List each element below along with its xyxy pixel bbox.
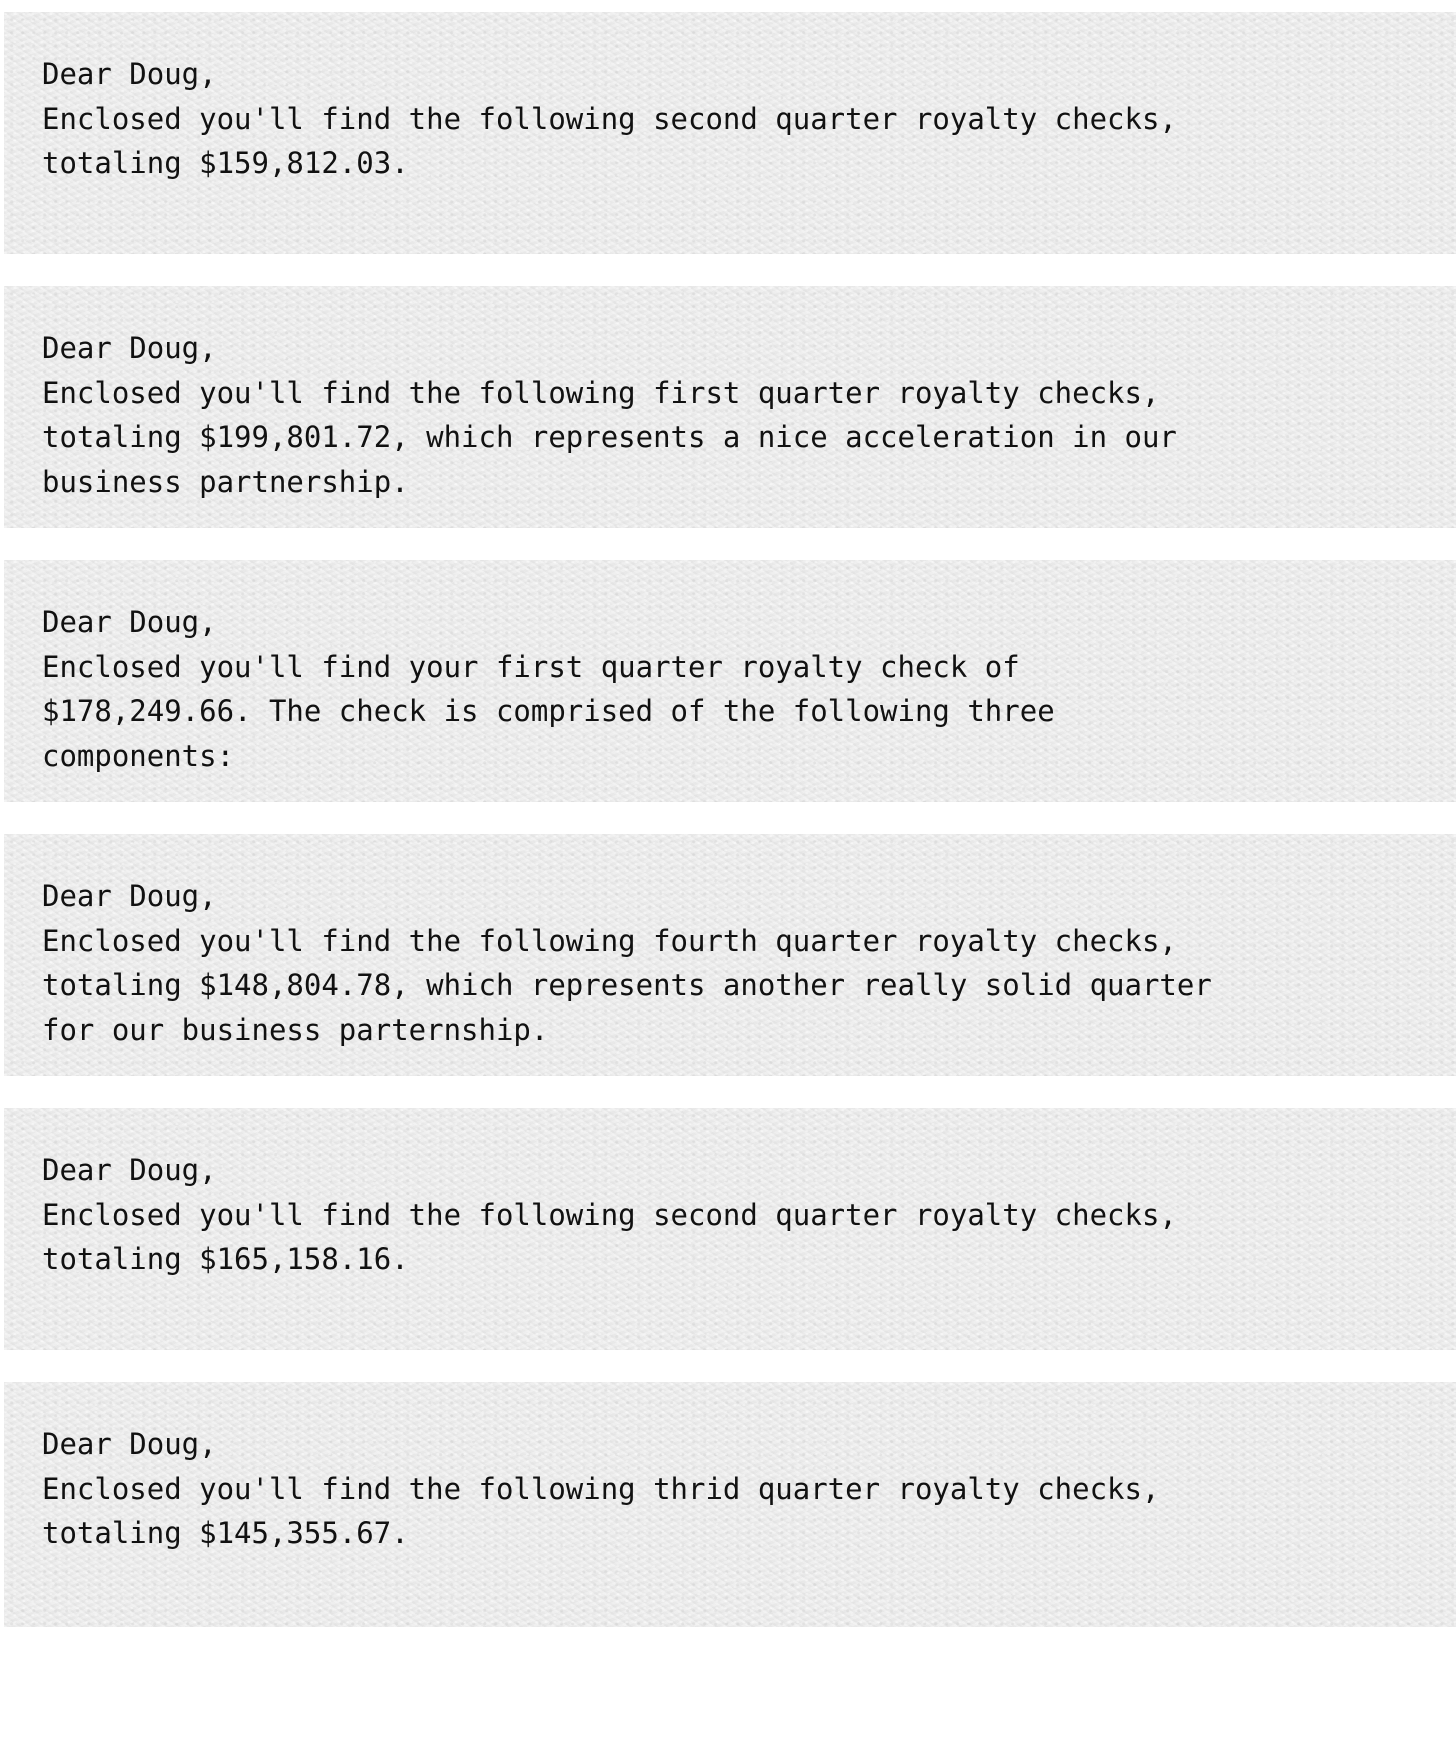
letter-list: [4, 12, 1456, 1627]
letter-body-line: totaling $159,812.03.: [42, 146, 409, 180]
letter-card: [4, 286, 1456, 528]
letter-card: [4, 1108, 1456, 1350]
letter-body-line: totaling $199,801.72, which represents a nice acceleration in our: [42, 420, 1177, 454]
letter-body-line: Enclosed you'll find the following fourth quarter royalty checks,: [42, 923, 1177, 958]
salutation: Dear Doug,: [42, 1153, 217, 1187]
letter-card: [4, 560, 1456, 802]
letter-body-line: Enclosed you'll find the following second quarter royalty checks,: [42, 101, 1177, 136]
letter-body-line: Enclosed you'll find the following thrid quarter royalty checks,: [42, 1471, 1160, 1506]
letter-body-line: totaling $148,804.78, which represents another really solid quarter: [42, 968, 1212, 1002]
letter-body-line: for our business parternship.: [42, 1012, 549, 1047]
letter-card: [4, 1382, 1456, 1627]
salutation: Dear Doug,: [42, 57, 217, 91]
letter-card: [4, 834, 1456, 1076]
salutation: Dear Doug,: [42, 605, 217, 639]
letter-body-line: Enclosed you'll find the following second quarter royalty checks,: [42, 1197, 1177, 1232]
salutation: Dear Doug,: [42, 331, 217, 365]
letter-card: [4, 12, 1456, 254]
letter-body-line: business partnership.: [42, 464, 409, 499]
salutation: Dear Doug,: [42, 1427, 217, 1461]
letter-body-line: Enclosed you'll find the following first quarter royalty checks,: [42, 375, 1160, 410]
letter-body-line: components:: [42, 738, 235, 773]
letter-body-line: Enclosed you'll find your first quarter royalty check of: [42, 649, 1020, 684]
letter-body-line: totaling $165,158.16.: [42, 1242, 409, 1276]
letter-body-line: $178,249.66. The check is comprised of the following three: [42, 694, 1055, 728]
salutation: Dear Doug,: [42, 879, 217, 913]
letter-body-line: totaling $145,355.67.: [42, 1516, 409, 1550]
